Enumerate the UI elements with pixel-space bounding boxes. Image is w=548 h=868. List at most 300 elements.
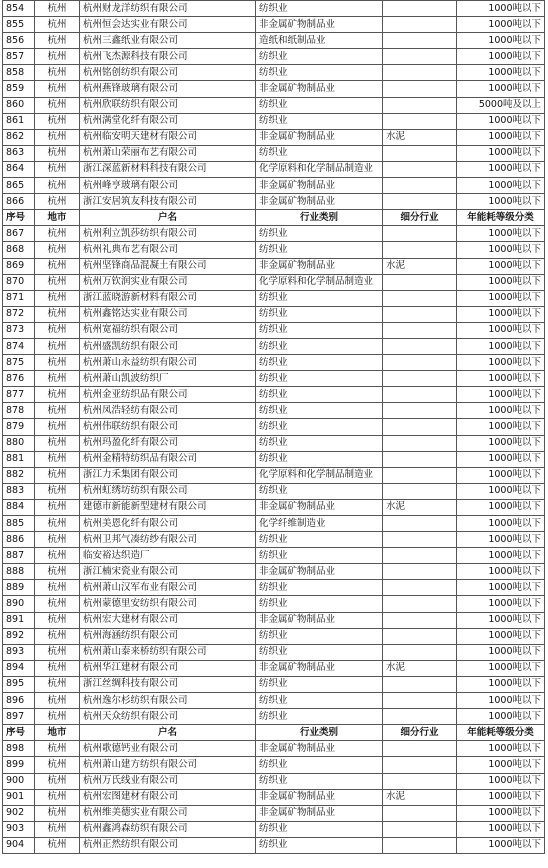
cell-sub-industry <box>383 17 457 33</box>
cell-industry: 纺织业 <box>256 145 383 161</box>
cell-serial-number: 877 <box>3 387 35 403</box>
cell-serial-number: 872 <box>3 306 35 322</box>
cell-sub-industry <box>383 194 457 210</box>
cell-company-name: 杭州海涵纺织有限公司 <box>80 628 256 644</box>
cell-company-name: 杭州萧山凯波纺织厂 <box>80 371 256 387</box>
cell-city: 杭州 <box>35 322 80 338</box>
cell-city: 杭州 <box>35 564 80 580</box>
cell-energy-level: 1000吨以下 <box>457 290 545 306</box>
cell-city: 杭州 <box>35 451 80 467</box>
cell-energy-level: 1000吨以下 <box>457 226 545 242</box>
cell-sub-industry <box>383 612 457 628</box>
cell-serial-number: 859 <box>3 81 35 97</box>
header-industry: 行业类别 <box>256 725 383 741</box>
cell-sub-industry <box>383 338 457 354</box>
table-row <box>3 113 545 129</box>
cell-sub-industry <box>383 483 457 499</box>
table-row <box>3 483 545 499</box>
cell-city: 杭州 <box>35 290 80 306</box>
cell-serial-number: 873 <box>3 322 35 338</box>
cell-energy-level: 1000吨以下 <box>457 612 545 628</box>
cell-company-name: 杭州鑫铭达实业有限公司 <box>80 306 256 322</box>
cell-energy-level: 1000吨以下 <box>457 194 545 210</box>
cell-city: 杭州 <box>35 145 80 161</box>
table-row <box>3 194 545 210</box>
cell-city: 杭州 <box>35 81 80 97</box>
cell-sub-industry <box>383 741 457 757</box>
cell-company-name: 杭州万氏线业有限公司 <box>80 773 256 789</box>
cell-company-name: 杭州维美德实业有限公司 <box>80 805 256 821</box>
cell-industry: 纺织业 <box>256 644 383 660</box>
cell-energy-level: 1000吨以下 <box>457 644 545 660</box>
table-row <box>3 274 545 290</box>
cell-company-name: 浙江楠宋瓷业有限公司 <box>80 564 256 580</box>
cell-city: 杭州 <box>35 403 80 419</box>
cell-city: 杭州 <box>35 805 80 821</box>
cell-serial-number: 896 <box>3 693 35 709</box>
cell-serial-number: 899 <box>3 757 35 773</box>
cell-energy-level: 1000吨以下 <box>457 741 545 757</box>
cell-serial-number: 890 <box>3 596 35 612</box>
cell-company-name: 浙江力禾集团有限公司 <box>80 467 256 483</box>
cell-sub-industry <box>383 81 457 97</box>
cell-sub-industry <box>383 596 457 612</box>
cell-serial-number: 874 <box>3 338 35 354</box>
header-serial-number: 序号 <box>3 210 35 226</box>
cell-industry: 非金属矿物制品业 <box>256 660 383 676</box>
cell-energy-level: 1000吨以下 <box>457 837 545 853</box>
cell-company-name: 浙江蓝晓游新材料有限公司 <box>80 290 256 306</box>
cell-industry: 非金属矿物制品业 <box>256 81 383 97</box>
cell-industry: 纺织业 <box>256 49 383 65</box>
cell-city: 杭州 <box>35 1 80 17</box>
cell-sub-industry <box>383 33 457 49</box>
cell-company-name: 杭州宏图建材有限公司 <box>80 789 256 805</box>
cell-sub-industry <box>383 403 457 419</box>
cell-energy-level: 1000吨以下 <box>457 757 545 773</box>
cell-company-name: 杭州三鑫纸业有限公司 <box>80 33 256 49</box>
table-row <box>3 612 545 628</box>
table-row <box>3 499 545 515</box>
cell-industry: 纺织业 <box>256 419 383 435</box>
cell-serial-number: 901 <box>3 789 35 805</box>
cell-city: 杭州 <box>35 338 80 354</box>
table-row <box>3 532 545 548</box>
cell-industry: 非金属矿物制品业 <box>256 178 383 194</box>
cell-city: 杭州 <box>35 709 80 725</box>
cell-energy-level: 1000吨以下 <box>457 483 545 499</box>
cell-energy-level: 1000吨以下 <box>457 548 545 564</box>
cell-company-name: 临安裕达织造厂 <box>80 548 256 564</box>
cell-serial-number: 854 <box>3 1 35 17</box>
cell-city: 杭州 <box>35 676 80 692</box>
cell-serial-number: 893 <box>3 644 35 660</box>
cell-industry: 纺织业 <box>256 451 383 467</box>
table-row <box>3 65 545 81</box>
cell-serial-number: 889 <box>3 580 35 596</box>
cell-sub-industry <box>383 467 457 483</box>
cell-industry: 非金属矿物制品业 <box>256 789 383 805</box>
cell-sub-industry <box>383 355 457 371</box>
cell-sub-industry <box>383 274 457 290</box>
cell-serial-number: 903 <box>3 821 35 837</box>
cell-sub-industry <box>383 49 457 65</box>
cell-industry: 纺织业 <box>256 113 383 129</box>
cell-serial-number: 888 <box>3 564 35 580</box>
cell-energy-level: 1000吨以下 <box>457 532 545 548</box>
cell-energy-level: 1000吨以下 <box>457 419 545 435</box>
cell-industry: 纺织业 <box>256 290 383 306</box>
table-row <box>3 403 545 419</box>
cell-industry: 纺织业 <box>256 226 383 242</box>
table-row <box>3 467 545 483</box>
cell-sub-industry: 水泥 <box>383 499 457 515</box>
cell-energy-level: 1000吨以下 <box>457 821 545 837</box>
cell-sub-industry <box>383 757 457 773</box>
cell-city: 杭州 <box>35 371 80 387</box>
cell-industry: 非金属矿物制品业 <box>256 805 383 821</box>
table-row <box>3 580 545 596</box>
cell-industry: 纺织业 <box>256 403 383 419</box>
cell-industry: 非金属矿物制品业 <box>256 499 383 515</box>
table-row <box>3 419 545 435</box>
cell-company-name: 浙江安居筑友科技有限公司 <box>80 194 256 210</box>
cell-city: 杭州 <box>35 693 80 709</box>
cell-sub-industry <box>383 97 457 113</box>
cell-serial-number: 871 <box>3 290 35 306</box>
cell-sub-industry <box>383 532 457 548</box>
cell-sub-industry <box>383 435 457 451</box>
cell-industry: 非金属矿物制品业 <box>256 258 383 274</box>
cell-company-name: 杭州利立凯莎纺织有限公司 <box>80 226 256 242</box>
cell-energy-level: 1000吨以下 <box>457 258 545 274</box>
cell-company-name: 杭州恒会达实业有限公司 <box>80 17 256 33</box>
cell-serial-number: 867 <box>3 226 35 242</box>
cell-serial-number: 875 <box>3 355 35 371</box>
header-energy-level: 年能耗等级分类 <box>457 725 545 741</box>
cell-energy-level: 1000吨以下 <box>457 709 545 725</box>
cell-sub-industry <box>383 145 457 161</box>
cell-city: 杭州 <box>35 17 80 33</box>
cell-serial-number: 882 <box>3 467 35 483</box>
cell-sub-industry <box>383 564 457 580</box>
cell-serial-number: 898 <box>3 741 35 757</box>
cell-energy-level: 1000吨以下 <box>457 33 545 49</box>
cell-industry: 化学纤维制造业 <box>256 516 383 532</box>
cell-company-name: 杭州凤浩轻纺有限公司 <box>80 403 256 419</box>
table-row <box>3 81 545 97</box>
table-row <box>3 355 545 371</box>
cell-city: 杭州 <box>35 65 80 81</box>
cell-industry: 纺织业 <box>256 338 383 354</box>
cell-city: 杭州 <box>35 532 80 548</box>
cell-sub-industry <box>383 290 457 306</box>
table-row <box>3 773 545 789</box>
cell-sub-industry <box>383 821 457 837</box>
cell-industry: 纺织业 <box>256 65 383 81</box>
cell-city: 杭州 <box>35 33 80 49</box>
table-row <box>3 516 545 532</box>
table-row <box>3 226 545 242</box>
cell-company-name: 杭州燕锋玻璃有限公司 <box>80 81 256 97</box>
cell-company-name: 杭州盛凯纺织有限公司 <box>80 338 256 354</box>
cell-serial-number: 900 <box>3 773 35 789</box>
cell-city: 杭州 <box>35 355 80 371</box>
cell-serial-number: 881 <box>3 451 35 467</box>
cell-industry: 纺织业 <box>256 371 383 387</box>
enterprise-energy-table <box>2 0 545 854</box>
cell-city: 杭州 <box>35 306 80 322</box>
cell-city: 杭州 <box>35 483 80 499</box>
cell-industry: 造纸和纸制品业 <box>256 33 383 49</box>
cell-serial-number: 880 <box>3 435 35 451</box>
cell-sub-industry: 水泥 <box>383 660 457 676</box>
cell-sub-industry <box>383 113 457 129</box>
cell-energy-level: 1000吨以下 <box>457 516 545 532</box>
cell-energy-level: 1000吨以下 <box>457 129 545 145</box>
cell-industry: 非金属矿物制品业 <box>256 564 383 580</box>
cell-company-name: 杭州财龙洋纺织有限公司 <box>80 1 256 17</box>
cell-industry: 纺织业 <box>256 628 383 644</box>
header-city: 地市 <box>35 725 80 741</box>
cell-company-name: 杭州歌德钙业有限公司 <box>80 741 256 757</box>
cell-sub-industry <box>383 161 457 177</box>
cell-serial-number: 885 <box>3 516 35 532</box>
cell-sub-industry <box>383 451 457 467</box>
cell-city: 杭州 <box>35 499 80 515</box>
cell-company-name: 杭州伟联纺织有限公司 <box>80 419 256 435</box>
table-row <box>3 709 545 725</box>
cell-serial-number: 860 <box>3 97 35 113</box>
cell-company-name: 杭州萧山永益纺织有限公司 <box>80 355 256 371</box>
header-company-name: 户名 <box>80 210 256 226</box>
cell-energy-level: 1000吨以下 <box>457 789 545 805</box>
cell-city: 杭州 <box>35 773 80 789</box>
cell-company-name: 建德市新能新型建材有限公司 <box>80 499 256 515</box>
cell-sub-industry <box>383 548 457 564</box>
cell-serial-number: 858 <box>3 65 35 81</box>
table-row <box>3 564 545 580</box>
cell-serial-number: 887 <box>3 548 35 564</box>
cell-city: 杭州 <box>35 113 80 129</box>
cell-city: 杭州 <box>35 580 80 596</box>
cell-energy-level: 1000吨以下 <box>457 145 545 161</box>
table-row <box>3 161 545 177</box>
cell-energy-level: 1000吨以下 <box>457 242 545 258</box>
cell-industry: 纺织业 <box>256 676 383 692</box>
table-row <box>3 693 545 709</box>
cell-sub-industry <box>383 322 457 338</box>
cell-energy-level: 1000吨以下 <box>457 628 545 644</box>
cell-sub-industry <box>383 65 457 81</box>
cell-serial-number: 857 <box>3 49 35 65</box>
cell-city: 杭州 <box>35 837 80 853</box>
table-row <box>3 306 545 322</box>
cell-city: 杭州 <box>35 628 80 644</box>
cell-company-name: 杭州蒙德里安纺织有限公司 <box>80 596 256 612</box>
table-row <box>3 821 545 837</box>
cell-city: 杭州 <box>35 242 80 258</box>
cell-company-name: 杭州萧山泰来桥纺织有限公司 <box>80 644 256 660</box>
table-row <box>3 548 545 564</box>
table-row <box>3 644 545 660</box>
cell-city: 杭州 <box>35 161 80 177</box>
cell-energy-level: 1000吨以下 <box>457 49 545 65</box>
cell-energy-level: 1000吨以下 <box>457 371 545 387</box>
cell-company-name: 杭州铭创纺织有限公司 <box>80 65 256 81</box>
cell-sub-industry <box>383 837 457 853</box>
table-row <box>3 17 545 33</box>
cell-company-name: 杭州礼典布艺有限公司 <box>80 242 256 258</box>
cell-energy-level: 1000吨以下 <box>457 660 545 676</box>
cell-industry: 纺织业 <box>256 242 383 258</box>
table-row <box>3 596 545 612</box>
cell-sub-industry <box>383 1 457 17</box>
cell-company-name: 杭州华江建材有限公司 <box>80 660 256 676</box>
cell-industry: 纺织业 <box>256 580 383 596</box>
cell-energy-level: 1000吨以下 <box>457 805 545 821</box>
cell-industry: 纺织业 <box>256 306 383 322</box>
cell-energy-level: 1000吨以下 <box>457 81 545 97</box>
table-row <box>3 1 545 17</box>
header-industry: 行业类别 <box>256 210 383 226</box>
cell-sub-industry <box>383 226 457 242</box>
cell-energy-level: 1000吨以下 <box>457 355 545 371</box>
cell-city: 杭州 <box>35 467 80 483</box>
cell-city: 杭州 <box>35 821 80 837</box>
cell-energy-level: 1000吨以下 <box>457 435 545 451</box>
cell-energy-level: 1000吨以下 <box>457 65 545 81</box>
cell-energy-level: 1000吨以下 <box>457 693 545 709</box>
cell-serial-number: 891 <box>3 612 35 628</box>
cell-city: 杭州 <box>35 789 80 805</box>
table-row <box>3 258 545 274</box>
cell-serial-number: 892 <box>3 628 35 644</box>
cell-industry: 纺织业 <box>256 837 383 853</box>
cell-sub-industry: 水泥 <box>383 258 457 274</box>
table-row <box>3 757 545 773</box>
cell-serial-number: 878 <box>3 403 35 419</box>
cell-city: 杭州 <box>35 258 80 274</box>
cell-company-name: 杭州峰亨玻璃有限公司 <box>80 178 256 194</box>
cell-industry: 纺织业 <box>256 709 383 725</box>
cell-industry: 纺织业 <box>256 757 383 773</box>
cell-sub-industry <box>383 676 457 692</box>
cell-serial-number: 865 <box>3 178 35 194</box>
cell-industry: 纺织业 <box>256 532 383 548</box>
table-row <box>3 178 545 194</box>
cell-industry: 非金属矿物制品业 <box>256 741 383 757</box>
cell-city: 杭州 <box>35 129 80 145</box>
cell-serial-number: 870 <box>3 274 35 290</box>
cell-industry: 纺织业 <box>256 322 383 338</box>
cell-industry: 非金属矿物制品业 <box>256 194 383 210</box>
cell-sub-industry <box>383 419 457 435</box>
table-row <box>3 49 545 65</box>
cell-energy-level: 5000吨及以上 <box>457 97 545 113</box>
cell-energy-level: 1000吨以下 <box>457 451 545 467</box>
cell-city: 杭州 <box>35 660 80 676</box>
cell-serial-number: 862 <box>3 129 35 145</box>
cell-company-name: 杭州美恩化纤有限公司 <box>80 516 256 532</box>
cell-company-name: 杭州满堂化纤有限公司 <box>80 113 256 129</box>
cell-industry: 纺织业 <box>256 693 383 709</box>
cell-industry: 非金属矿物制品业 <box>256 129 383 145</box>
cell-sub-industry <box>383 693 457 709</box>
cell-serial-number: 904 <box>3 837 35 853</box>
table-row <box>3 145 545 161</box>
cell-industry: 纺织业 <box>256 1 383 17</box>
cell-company-name: 杭州宽福纺织有限公司 <box>80 322 256 338</box>
cell-sub-industry <box>383 178 457 194</box>
cell-industry: 化学原料和化学制品制造业 <box>256 467 383 483</box>
cell-serial-number: 886 <box>3 532 35 548</box>
cell-company-name: 杭州飞杰源科技有限公司 <box>80 49 256 65</box>
cell-energy-level: 1000吨以下 <box>457 274 545 290</box>
cell-company-name: 杭州坚锋商品混凝土有限公司 <box>80 258 256 274</box>
cell-energy-level: 1000吨以下 <box>457 1 545 17</box>
cell-energy-level: 1000吨以下 <box>457 773 545 789</box>
cell-energy-level: 1000吨以下 <box>457 403 545 419</box>
cell-city: 杭州 <box>35 612 80 628</box>
table-header-row <box>3 725 545 741</box>
cell-sub-industry: 水泥 <box>383 129 457 145</box>
cell-energy-level: 1000吨以下 <box>457 387 545 403</box>
cell-energy-level: 1000吨以下 <box>457 17 545 33</box>
cell-industry: 纺织业 <box>256 355 383 371</box>
cell-industry: 纺织业 <box>256 435 383 451</box>
cell-energy-level: 1000吨以下 <box>457 322 545 338</box>
cell-city: 杭州 <box>35 548 80 564</box>
table-row <box>3 387 545 403</box>
cell-company-name: 杭州宏大建材有限公司 <box>80 612 256 628</box>
header-serial-number: 序号 <box>3 725 35 741</box>
cell-city: 杭州 <box>35 387 80 403</box>
table-row <box>3 676 545 692</box>
cell-energy-level: 1000吨以下 <box>457 580 545 596</box>
cell-energy-level: 1000吨以下 <box>457 467 545 483</box>
cell-energy-level: 1000吨以下 <box>457 564 545 580</box>
cell-sub-industry <box>383 628 457 644</box>
cell-city: 杭州 <box>35 274 80 290</box>
cell-industry: 纺织业 <box>256 483 383 499</box>
cell-industry: 纺织业 <box>256 596 383 612</box>
cell-energy-level: 1000吨以下 <box>457 113 545 129</box>
cell-sub-industry <box>383 387 457 403</box>
table-row <box>3 628 545 644</box>
cell-energy-level: 1000吨以下 <box>457 306 545 322</box>
cell-company-name: 杭州天众纺织有限公司 <box>80 709 256 725</box>
cell-city: 杭州 <box>35 226 80 242</box>
cell-serial-number: 902 <box>3 805 35 821</box>
cell-serial-number: 856 <box>3 33 35 49</box>
cell-company-name: 杭州逸尔杉纺织有限公司 <box>80 693 256 709</box>
cell-company-name: 杭州萧山建方纺织有限公司 <box>80 757 256 773</box>
cell-energy-level: 1000吨以下 <box>457 596 545 612</box>
cell-serial-number: 864 <box>3 161 35 177</box>
cell-company-name: 杭州万钦润实业有限公司 <box>80 274 256 290</box>
table-row <box>3 741 545 757</box>
cell-company-name: 杭州玛盈化纤有限公司 <box>80 435 256 451</box>
header-company-name: 户名 <box>80 725 256 741</box>
cell-city: 杭州 <box>35 516 80 532</box>
table-row <box>3 837 545 853</box>
cell-energy-level: 1000吨以下 <box>457 499 545 515</box>
table-row <box>3 805 545 821</box>
cell-industry: 纺织业 <box>256 97 383 113</box>
cell-serial-number: 884 <box>3 499 35 515</box>
table-row <box>3 129 545 145</box>
